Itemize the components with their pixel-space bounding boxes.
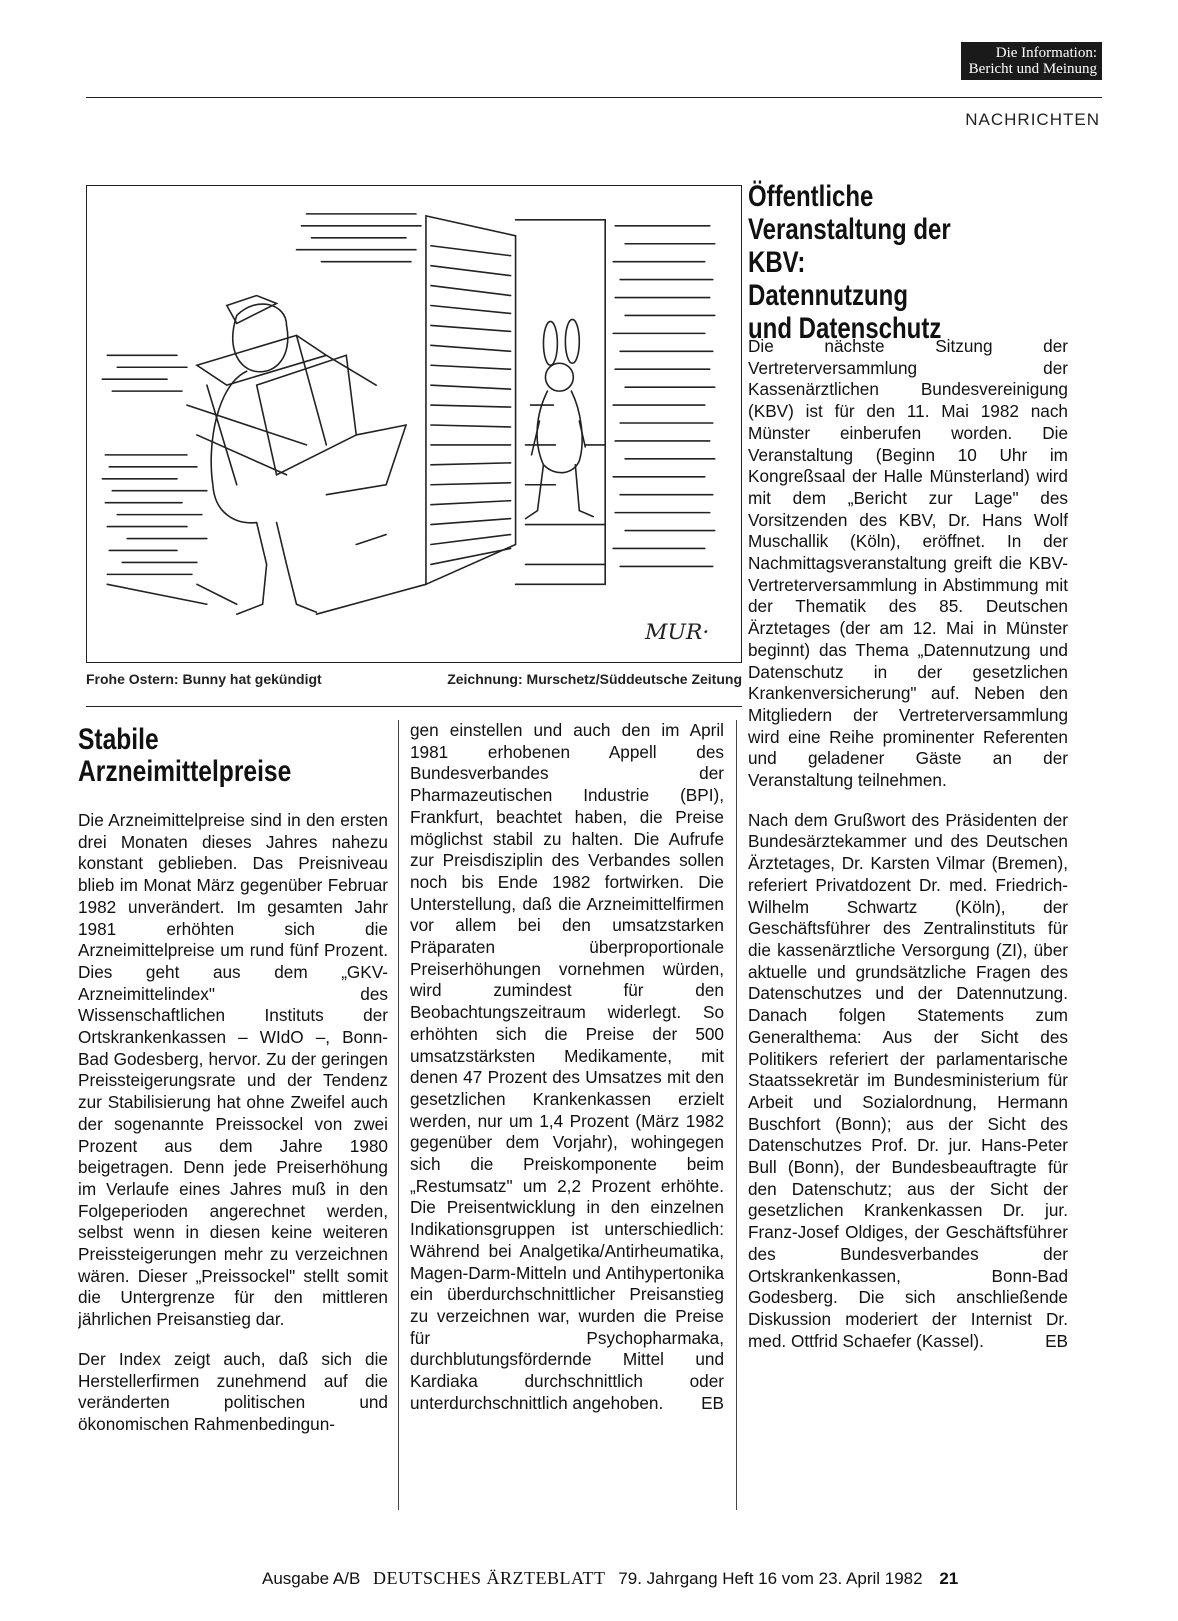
floor-line	[107, 584, 426, 614]
article2-paragraph	[748, 810, 1068, 1353]
page-footer	[262, 1568, 958, 1589]
article1-author: EB	[701, 1392, 724, 1413]
door-frame	[516, 220, 606, 584]
wall-hatching-left	[102, 214, 421, 574]
section-badge	[961, 42, 1102, 80]
article1-paragraph-2-end: gen einstellen und auch den im April 1981 erhobenen Appell des Bundesverbandes der Pharmazeutischen Industrie (BPI), Frankfurt, beachtet haben, die Preise möglichst stabil zu halten. Die Aufrufe zur Preisdisziplin des Verbandes sollen noch bis Ende 1982 fortwirken. Die Unterstellung, daß die Arzneimittelfirmen vor allem bei den umsatzstarken Präparaten überproportionale Preiserhöhungen vornehmen würden, wird zumindest für den Beobachtungszeitraum widerlegt. So erhöhten sich die Preise der 500 umsatzstärksten Medikamente, mit denen 47 Prozent des Umsatzes mit den gesetzlichen Krankenkassen erzielt werden, nur um 1,4 Prozent (März 1982 gegenüber dem Vorjahr), wohingegen sich die Preiskomponente beim „Restumsatz" um 2,2 Prozent erhöhte. Die Preisentwicklung in den einzelnen Indikationsgruppen ist unterschiedlich: Während bei Analgetika/Antirheumatika, Magen-Darm-Mitteln und Antihypertonika ein überdurchschnittlicher Preisanstieg zu verzeichnen war, wurden die Preise für Psychopharmaka, durchblutungsfördernde Mittel und Kardiaka durchschnittlich oder unterdurchschnittlich angehoben.	[410, 720, 724, 1413]
cartoon-caption	[86, 671, 742, 687]
article1-headline-line2: Arzneimittelpreise	[78, 755, 292, 788]
bunny-figure	[526, 319, 594, 518]
caption-rule	[86, 706, 742, 707]
article2-headline-line1: Öffentliche	[748, 180, 874, 213]
cartoon-signature: MUR·	[645, 620, 710, 646]
cartoon-illustration	[86, 185, 742, 663]
article1-paragraph-continued	[410, 720, 724, 1415]
caption-title: Frohe Ostern: Bunny hat gekündigt	[86, 671, 322, 687]
article1-column-2	[410, 720, 724, 1510]
article1-paragraph-2-start: Der Index zeigt auch, daß sich die Herstellerfirmen zunehmend auf die veränderten politischen und ökonomischen Rahmenbedingun-	[78, 1348, 388, 1434]
header-rule	[86, 97, 1102, 98]
wall-hatching-right	[526, 226, 715, 567]
caption-credit: Zeichnung: Murschetz/Süddeutsche Zeitung	[447, 671, 742, 687]
column-separator	[736, 720, 737, 1510]
article2-headline-line4: und Datenschutz	[748, 312, 942, 345]
page-number: 21	[939, 1569, 959, 1588]
cartoon-drawing	[87, 186, 741, 662]
article1-paragraph	[78, 1349, 388, 1436]
badge-line-1: Die Information:	[995, 45, 1097, 61]
article2-headline-line2: Veranstaltung der KBV:	[748, 213, 951, 279]
footer-edition: Ausgabe A/B	[262, 1569, 361, 1588]
man-with-chair	[187, 296, 406, 615]
article1-column-1	[78, 810, 388, 1510]
badge-line-2: Bericht und Meinung	[968, 61, 1097, 77]
article1-headline	[78, 724, 398, 788]
article2-paragraph-2-text: Nach dem Grußwort des Präsidenten der Bundesärztekammer und des Deutschen Ärztetages, Dr. Karsten Vilmar (Bremen), referiert Privatdozent Dr. med. Friedrich-Wilhelm Schwartz (Köln), der Geschäftsführer des Zentralinstituts für die kassenärztliche Versorgung (ZI), über aktuelle und grundsätzliche Fragen des Datenschutzes und der Datennutzung. Danach folgen Statements zum Generalthema: Aus der Sicht des Politikers referiert der parlamentarische Staatssekretär im Bundesministerium für Arbeit und Sozialordnung, Hermann Buschfort (Bonn); aus der Sicht des Datenschutzes Prof. Dr. jur. Hans-Peter Bull (Bonn), der Bundesbeauftragte für den Datenschutz; aus der Sicht der gesetzlichen Krankenkassen Dr. jur. Franz-Josef Oldiges, der Geschäftsführer des Bundesverbandes der Ortskrankenkassen, Bonn-Bad Godesberg. Die sich anschließende Diskussion moderiert der Internist Dr. med. Ottfrid Schaefer (Kassel).	[748, 809, 1068, 1351]
section-label: NACHRICHTEN	[965, 110, 1100, 129]
article2-headline	[748, 180, 1068, 345]
open-door	[426, 216, 516, 584]
article2-paragraph: Die nächste Sitzung der Vertreterversammlung der Kassenärztlichen Bundesvereinigung (KBV) ist für den 11. Mai 1982 nach Münster einberufen worden. Die Veranstaltung (Beginn 10 Uhr im Kongreßsaal der Halle Münsterland) wird mit dem „Bericht zur Lage" des Vorsitzenden des KBV, Dr. Hans Wolf Muschallik (Köln), eröffnet. In der Nachmittagsveranstaltung greift die KBV-Vertreterversammlung in Abstimmung mit der Thematik des 85. Deutschen Ärztetages (der am 12. Mai in Münster beginnt) das Thema „Datennutzung und Datenschutz in der gesetzlichen Krankenversicherung" auf. Neben den Mitgliedern der Vertreterversammlung wird eine Reihe prominenter Referenten und geladener Gäste an der Veranstaltung teilnehmen.	[748, 336, 1068, 791]
footer-magazine: DEUTSCHES ÄRZTEBLATT	[373, 1568, 606, 1588]
article1-paragraph: Die Arzneimittelpreise sind in den ersten drei Monaten dieses Jahres nahezu konstant geblieben. Das Preisniveau blieb im Monat März gegenüber Februar 1982 unverändert. Im gesamten Jahr 1981 erhöhten sich die Arzneimittelpreise um rund fünf Prozent. Dies geht aus dem „GKV-Arzneimittelindex" des Wissenschaftlichen Instituts der Ortskrankenkassen – WIdO –, Bonn-Bad Godesberg, hervor. Zu der geringen Preissteigerungsrate und der Tendenz zur Stabilisierung hat ohne Zweifel auch der sogenannte Preissockel von zwei Prozent aus dem Jahre 1980 beigetragen. Denn jede Preiserhöhung im Verlaufe eines Jahres muß in den Folgeperioden angerechnet werden, selbst wenn in diesen keine weiteren Preissteigerungen mehr zu verzeichnen wären. Dieser „Preissockel" stellt somit die Untergrenze für den mittleren jährlichen Preisanstieg dar.	[78, 810, 388, 1330]
article2-body	[748, 336, 1068, 1516]
column-separator	[398, 720, 399, 1510]
article2-headline-line3: Datennutzung	[748, 279, 908, 312]
footer-issue: 79. Jahrgang Heft 16 vom 23. April 1982	[618, 1569, 923, 1588]
article2-author: EB	[1045, 1330, 1068, 1351]
article1-headline-line1: Stabile	[78, 723, 159, 756]
